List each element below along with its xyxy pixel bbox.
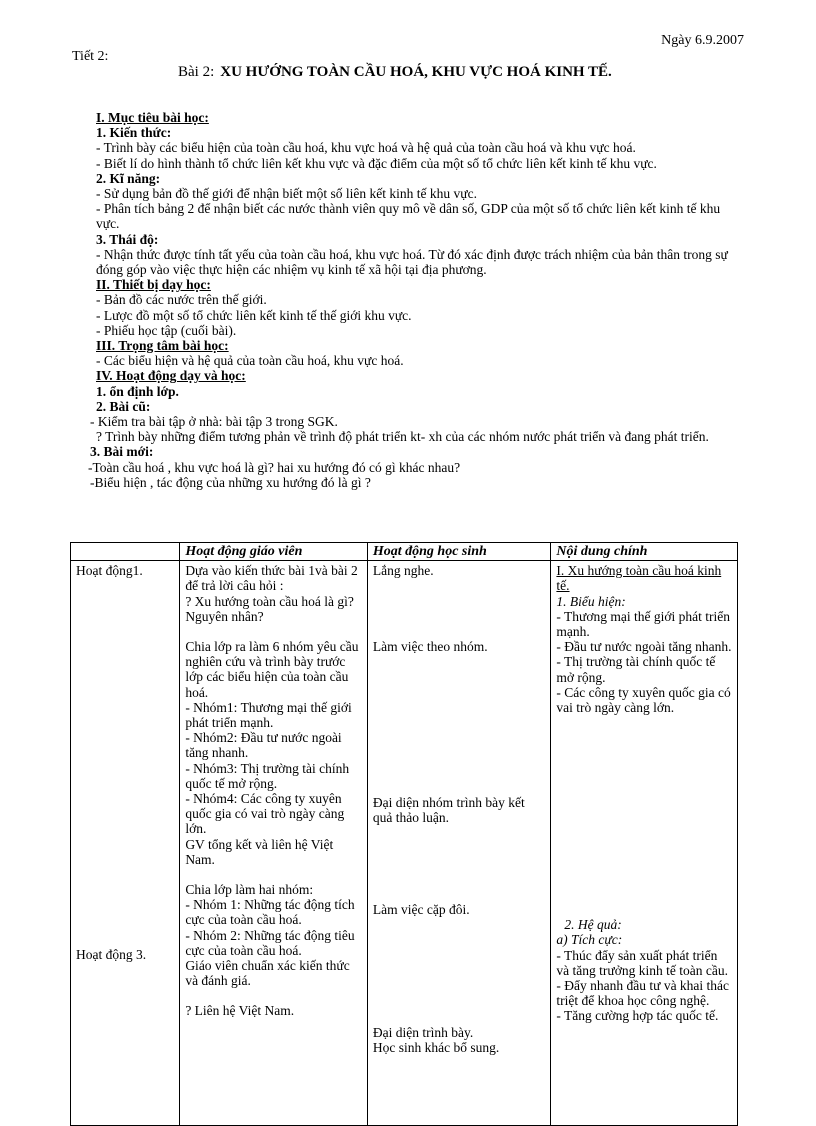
text-line: - Phiếu học tập (cuối bài). xyxy=(96,322,237,338)
section-1-title: I. Mục tiêu bài học: xyxy=(96,110,209,125)
section-4-3-title: 3. Bài mới: xyxy=(90,444,154,460)
teacher-text: - Nhóm 2: Những tác động tiêu cực của toàn cầu hoá. xyxy=(185,927,355,958)
content-text: - Các công ty xuyên quốc gia có vai trò ngày càng lớn. xyxy=(556,684,731,716)
table-header-cell xyxy=(71,543,180,561)
text-line: -Toàn cầu hoá , khu vực hoá là gì? hai xu hướng đó có gì khác nhau? xyxy=(88,459,461,475)
content-heading: I. Xu hướng toàn cầu hoá kinh tế. xyxy=(556,563,722,594)
activity-3-label: Hoạt động 3. xyxy=(76,947,147,963)
table-row xyxy=(71,561,738,1126)
text-line: - Nhận thức được tính tất yếu của toàn cầu hoá, khu vực hoá. Từ đó xác định được trách nhiệm của bản thân trong sự đóng góp vào việc thực hiện các nhiệm vụ kinh tế xã hội tại địa phương. xyxy=(96,246,728,278)
text-line: - Phân tích bảng 2 để nhận biết các nước thành viên quy mô về dân số, GDP của một số tổ chức liên kết kinh tế khu vực. xyxy=(96,201,721,232)
content-text: - Thúc đẩy sản xuất phát triển và tăng trưởng kinh tế toàn cầu. xyxy=(556,947,728,978)
section-3-title: III. Trọng tâm bài học: xyxy=(96,338,229,354)
section-1-2-title: 2. Kĩ năng: xyxy=(96,170,161,186)
section-4-1-title: 1. ổn định lớp. xyxy=(96,383,179,399)
teacher-text: ? Xu hướng toàn cầu hoá là gì? Nguyên nhân? xyxy=(185,593,354,624)
activity-column xyxy=(71,561,180,1126)
teacher-text: - Nhóm3: Thị trường tài chính quốc tế mở rộng. xyxy=(185,760,350,791)
table-header-cell: Hoạt động giáo viên xyxy=(180,543,368,561)
content-text: - Đầu tư nước ngoài tăng nhanh. xyxy=(556,639,732,655)
table-header-row xyxy=(71,543,738,561)
student-column xyxy=(367,561,551,1126)
table-header-cell: Hoạt động học sinh xyxy=(367,543,551,561)
section-1-3-title: 3. Thái độ: xyxy=(96,231,159,247)
table-header-cell: Nội dung chính xyxy=(551,543,738,561)
text-line: - Bản đồ các nước trên thế giới. xyxy=(96,292,267,308)
activity-table xyxy=(70,542,738,1126)
content-text: - Thị trường tài chính quốc tế mở rộng. xyxy=(556,654,716,685)
content-text: - Đẩy nhanh đầu tư và khai thác triệt để khoa học công nghệ. xyxy=(556,978,730,1009)
student-text: Làm việc cặp đôi. xyxy=(372,902,470,918)
content-subheading: 1. Biểu hiện: xyxy=(556,593,626,609)
teacher-text: Dựa vào kiến thức bài 1và bài 2 để trả lời câu hỏi : xyxy=(185,563,358,594)
text-line: - Lược đồ một số tổ chức liên kết kinh tế thế giới khu vực. xyxy=(96,307,412,323)
student-text: Học sinh khác bổ sung. xyxy=(372,1040,500,1056)
content-text: - Tăng cường hợp tác quốc tế. xyxy=(556,1008,719,1024)
teacher-text: - Nhóm2: Đầu tư nước ngoài tăng nhanh. xyxy=(185,730,342,761)
text-line: - Trình bày các biểu hiện của toàn cầu hoá, khu vực hoá và hệ quả của toàn cầu hoá và khu vực hoá. xyxy=(96,140,636,156)
content-subheading: 2. Hệ quả: xyxy=(564,917,622,933)
text-line: - Sử dụng bản đồ thế giới để nhận biết một số liên kết kinh tế khu vực. xyxy=(96,186,477,202)
student-text: Đại diện trình bày. xyxy=(372,1025,474,1041)
teacher-text: - Nhóm4: Các công ty xuyên quốc gia có vai trò ngày càng lớn. xyxy=(185,791,345,837)
lesson-title xyxy=(178,64,612,81)
student-text: Làm việc theo nhóm. xyxy=(372,639,488,655)
text-line: - Biết lí do hình thành tổ chức liên kết khu vực và đặc điểm của một số tổ chức liên kết kinh tế khu vực. xyxy=(96,155,657,171)
section-4-2-title: 2. Bài cũ: xyxy=(96,398,151,414)
teacher-text: Giáo viên chuẩn xác kiến thức và đánh giá. xyxy=(185,958,350,989)
teacher-text: - Nhóm1: Thương mại thế giới phát triển mạnh. xyxy=(185,699,352,731)
content-column xyxy=(551,561,738,1126)
content-subheading: a) Tích cực: xyxy=(556,932,623,948)
activity-1-label: Hoạt động1. xyxy=(76,563,143,579)
teacher-text: - Nhóm 1: Những tác động tích cực của toàn cầu hoá. xyxy=(185,897,355,928)
section-2-title: II. Thiết bị dạy học: xyxy=(96,277,211,293)
lesson-date: Ngày 6.9.2007 xyxy=(661,33,744,48)
text-line: - Các biểu hiện và hệ quả của toàn cầu hoá, khu vực hoá. xyxy=(96,353,404,369)
teacher-text: GV tổng kết và liên hệ Việt Nam. xyxy=(185,836,334,867)
teacher-text: ? Liên hệ Việt Nam. xyxy=(185,1003,295,1019)
section-4-title: IV. Hoạt động dạy và học: xyxy=(96,368,246,384)
teacher-text: Chia lớp làm hai nhóm: xyxy=(185,882,314,898)
lesson-body xyxy=(88,110,746,490)
teacher-text: Chia lớp ra làm 6 nhóm yêu cầu nghiên cứu và trình bày trước lớp các biểu hiện của toàn cầu hoá. xyxy=(185,639,359,700)
text-line: - Kiểm tra bài tập ở nhà: bài tập 3 trong SGK. xyxy=(90,414,338,430)
lesson-number: Bài 2: xyxy=(178,64,215,80)
section-1-1-title: 1. Kiến thức: xyxy=(96,125,172,141)
lesson-title-text: XU HƯỚNG TOÀN CẦU HOÁ, KHU VỰC HOÁ KINH TẾ. xyxy=(220,64,612,80)
text-line: -Biểu hiện , tác động của những xu hướng đó là gì ? xyxy=(90,474,371,490)
student-text: Đại diện nhóm trình bày kết quả thảo luận. xyxy=(372,795,525,826)
text-line: ? Trình bày những điểm tương phản về trình độ phát triển kt- xh của các nhóm nước phát triển và đang phát triển. xyxy=(96,429,709,445)
teacher-column xyxy=(180,561,368,1126)
student-text: Lắng nghe. xyxy=(372,563,434,579)
content-text: - Thương mại thế giới phát triển mạnh. xyxy=(556,608,730,640)
period-label: Tiết 2: xyxy=(72,49,109,64)
